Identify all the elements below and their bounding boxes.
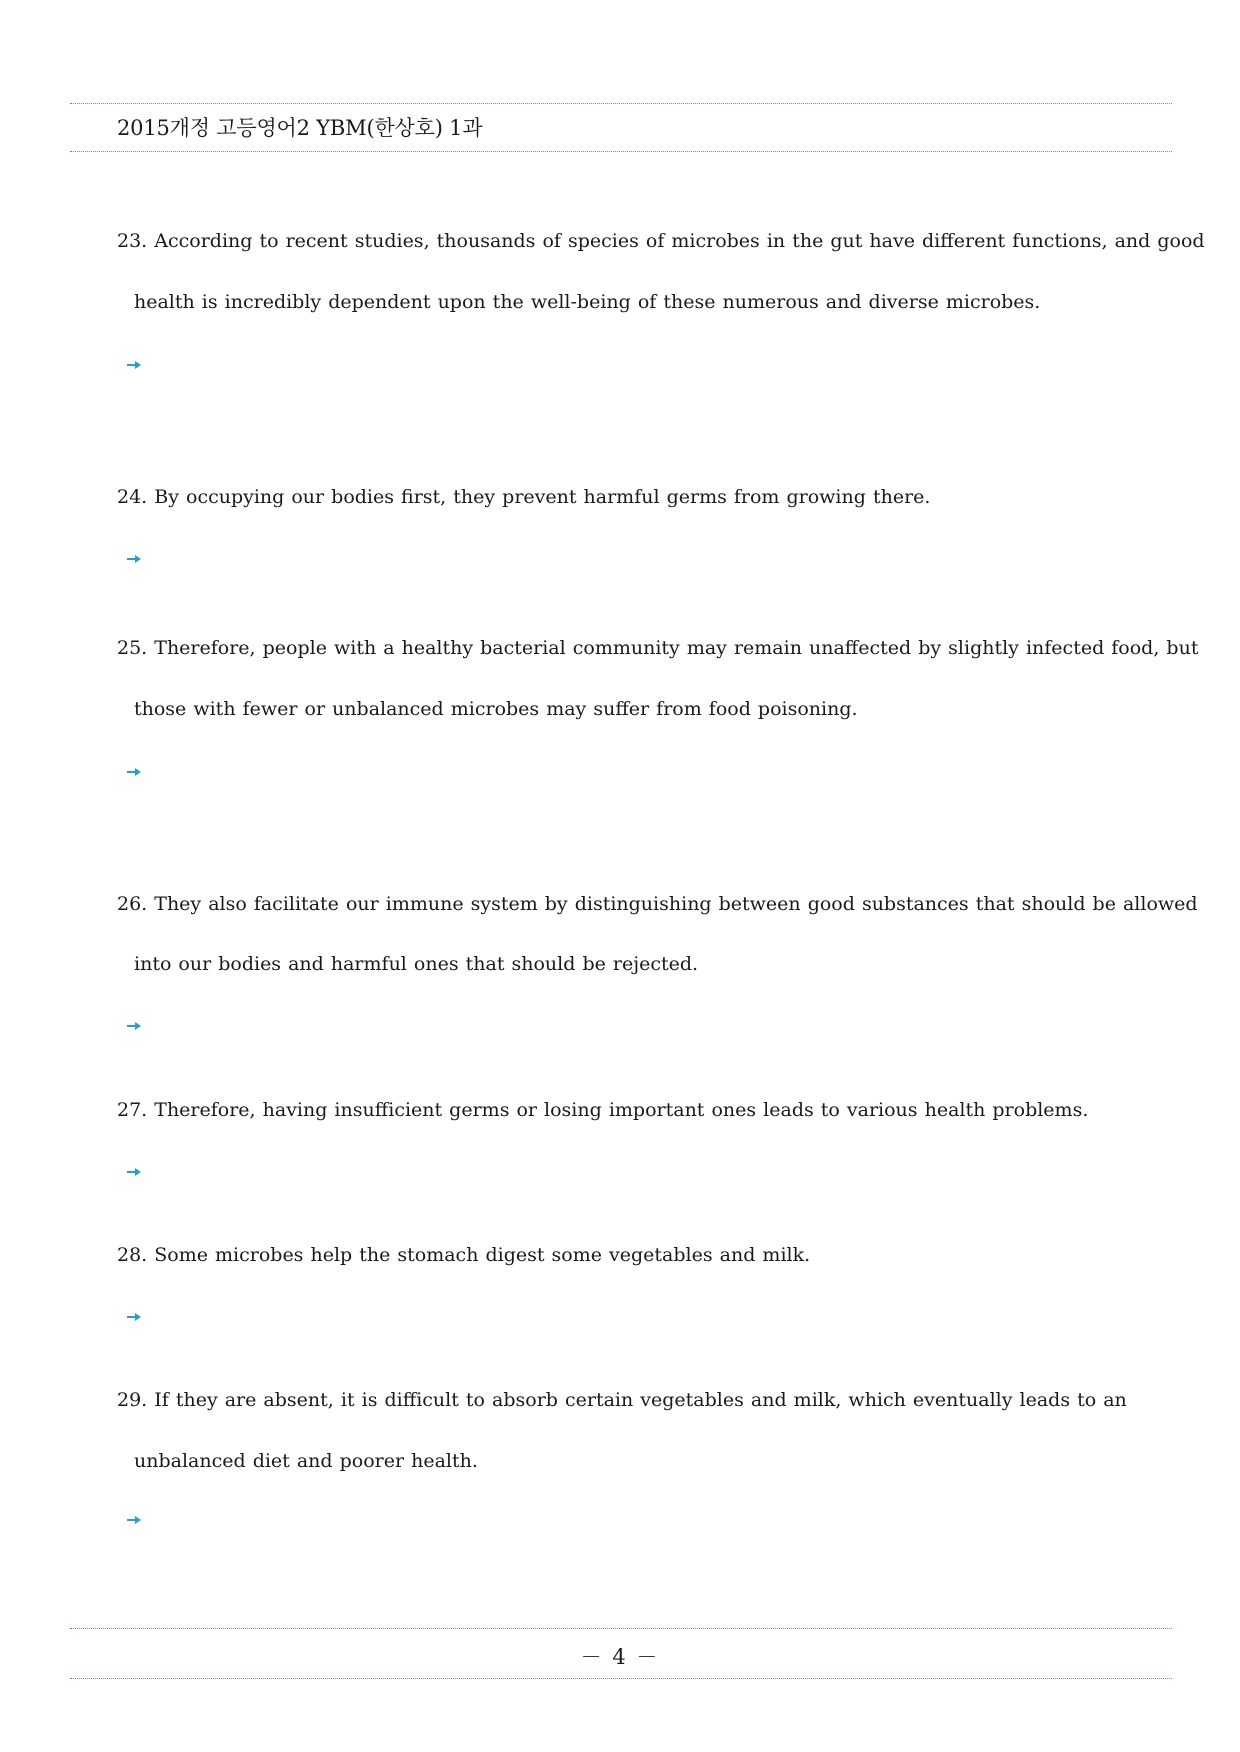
question-line xyxy=(117,484,930,510)
question-text: Some microbes help the stomach digest some vegetables and milk. xyxy=(154,1244,811,1266)
right-arrow-icon xyxy=(126,1021,142,1031)
right-arrow-icon xyxy=(126,1312,142,1322)
page-number: － 4 － xyxy=(580,1645,660,1669)
question-line xyxy=(117,228,1205,254)
right-arrow-icon xyxy=(126,1167,142,1177)
question-text-continued: into our bodies and harmful ones that should be rejected. xyxy=(134,953,699,975)
question-text-continued: unbalanced diet and poorer health. xyxy=(134,1450,478,1472)
right-arrow-icon xyxy=(126,767,142,777)
footer-bottom-rule xyxy=(70,1678,1172,1679)
question-line xyxy=(117,1242,810,1268)
right-arrow-icon xyxy=(126,554,142,564)
right-arrow-icon xyxy=(126,1515,142,1525)
question-number: 24. xyxy=(117,486,148,508)
question-text: Therefore, having insufficient germs or losing important ones leads to various health problems. xyxy=(154,1099,1089,1121)
page-header-title: 2015개정 고등영어2 YBM(한상호) 1과 xyxy=(117,116,483,140)
header-bottom-rule xyxy=(70,151,1172,152)
right-arrow-icon xyxy=(126,360,142,370)
footer-top-rule xyxy=(70,1628,1172,1629)
question-number: 29. xyxy=(117,1389,148,1411)
header-top-rule xyxy=(70,103,1172,104)
question-text: If they are absent, it is difficult to absorb certain vegetables and milk, which eventually leads to an xyxy=(154,1389,1127,1411)
question-text: By occupying our bodies first, they prevent harmful germs from growing there. xyxy=(154,486,931,508)
question-number: 26. xyxy=(117,893,148,915)
question-line xyxy=(117,891,1198,917)
question-number: 23. xyxy=(117,230,148,252)
question-number: 25. xyxy=(117,637,148,659)
question-line xyxy=(117,1387,1127,1413)
question-text-continued: those with fewer or unbalanced microbes may suffer from food poisoning. xyxy=(134,698,858,720)
question-text: According to recent studies, thousands of species of microbes in the gut have different functions, and good xyxy=(154,230,1205,252)
question-text: Therefore, people with a healthy bacterial community may remain unaffected by slightly infected food, but xyxy=(154,637,1199,659)
question-text-continued: health is incredibly dependent upon the well-being of these numerous and diverse microbes. xyxy=(134,291,1041,313)
question-line xyxy=(117,1097,1088,1123)
question-number: 27. xyxy=(117,1099,148,1121)
question-number: 28. xyxy=(117,1244,148,1266)
question-line xyxy=(117,635,1199,661)
question-text: They also facilitate our immune system by distinguishing between good substances that should be allowed xyxy=(154,893,1198,915)
